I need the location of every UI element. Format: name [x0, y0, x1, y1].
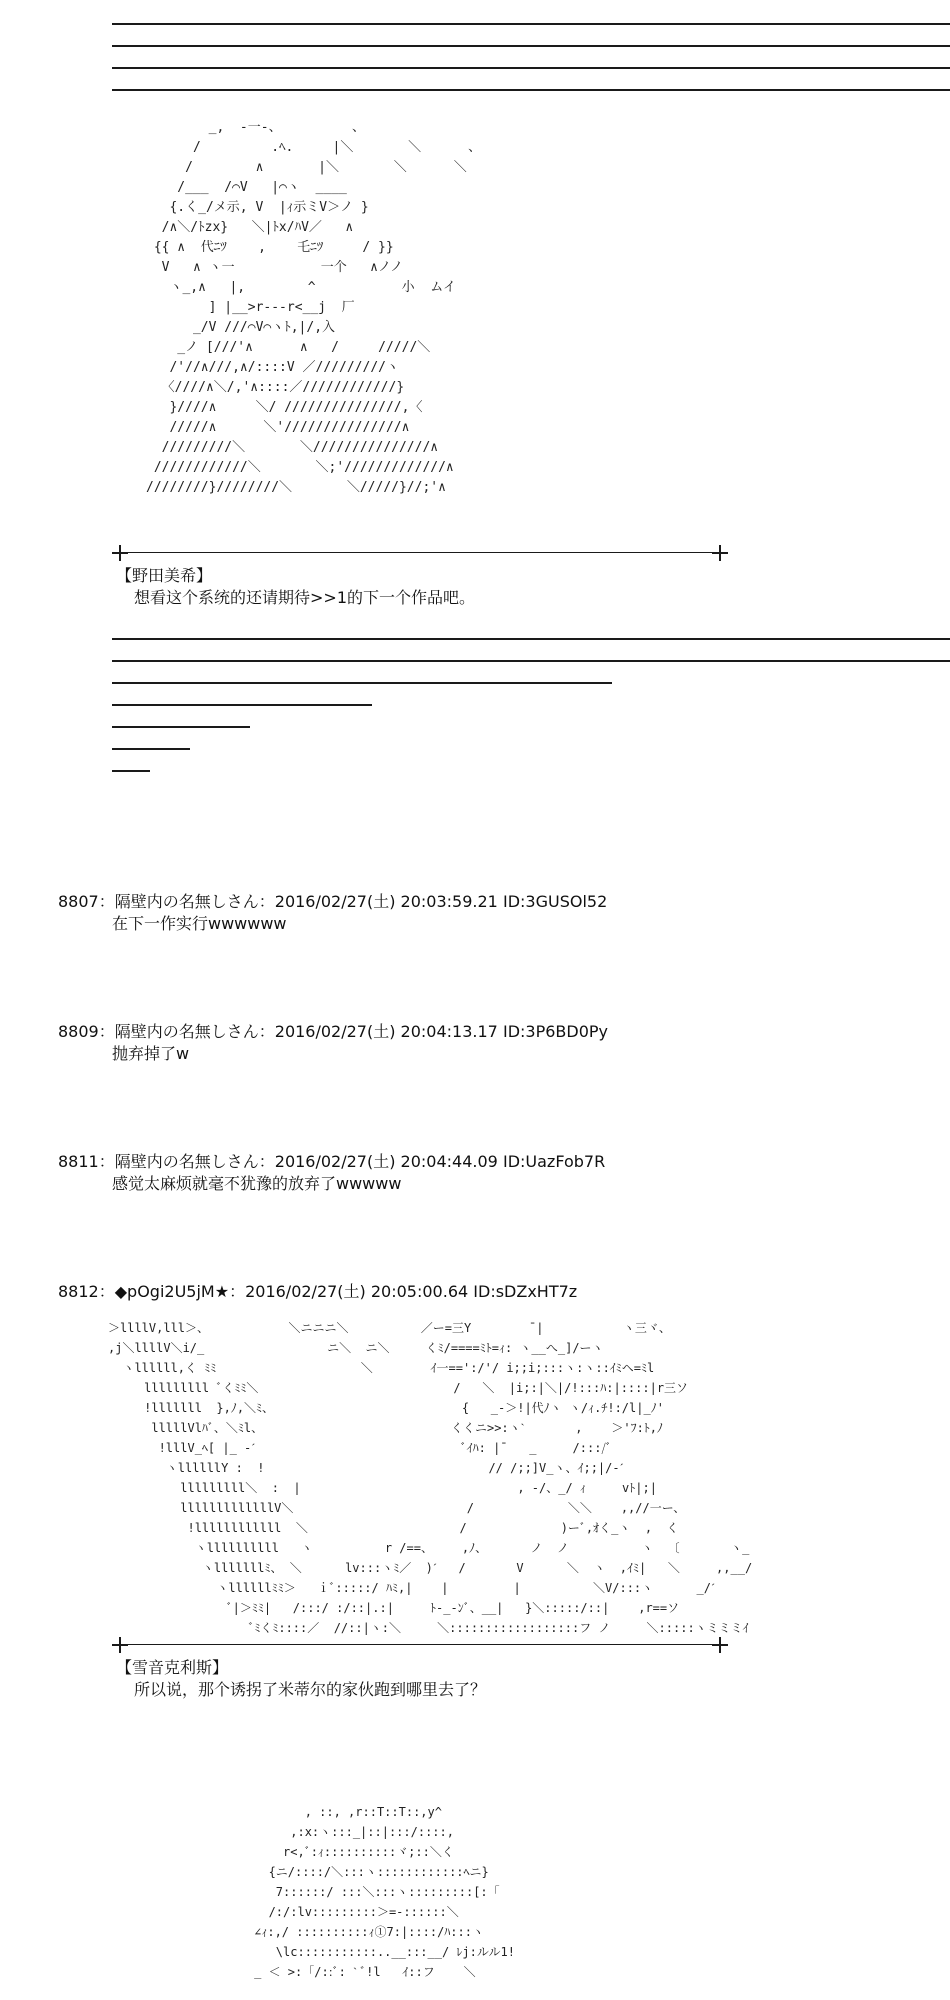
speaker-name: 【野田美希】	[116, 566, 213, 585]
post-date: 2016/02/27(土) 20:03:59.21	[274, 892, 498, 911]
post-number[interactable]: 8812	[58, 1282, 99, 1301]
dialogue-line: 想看这个系统的还请期待>>1的下一个作品吧。	[134, 588, 475, 607]
post-id[interactable]: ID:3GUSOl52	[502, 892, 608, 911]
poster-name: 隔壁内の名無しさん	[114, 1022, 259, 1041]
poster-name: 隔壁内の名無しさん	[114, 1152, 259, 1171]
divider-rule	[112, 89, 950, 91]
divider-rule	[112, 704, 372, 706]
divider-rule	[112, 45, 950, 47]
post-number[interactable]: 8809	[58, 1022, 99, 1041]
speaker-name: 【雪音克利斯】	[116, 1658, 229, 1677]
post-header: 8807：隔壁内の名無しさん：2016/02/27(土) 20:03:59.21 ID:3GUSOl52	[58, 892, 608, 911]
frame-cross-right	[712, 545, 728, 561]
post-date: 2016/02/27(土) 20:04:13.17	[274, 1022, 498, 1041]
divider-rule	[112, 682, 612, 684]
divider-rule	[112, 67, 950, 69]
frame-cross-left	[112, 1637, 128, 1653]
poster-name: ◆pOgi2U5jM★	[114, 1282, 230, 1301]
post-id[interactable]: ID:3P6BD0Py	[502, 1022, 608, 1041]
frame-cross-left	[112, 545, 128, 561]
post-date: 2016/02/27(土) 20:05:00.64	[245, 1282, 469, 1301]
ascii-art-noda-miki: _, -一-、 、 / .ﾍ. |＼ ＼ 、 / ∧ |＼ ＼ ＼ /___ /⌒V |⌒ヽ ____ {.く_/メ示, V |ｨ示ミV＞ノ } /∧＼/ﾄzx} ＼|ﾄx/ﾊV／ ∧ {{ ∧ 代ﾆﾂ , 乇ﾆﾂ / }} V ∧ ヽ一 一个 ∧ノノ ヽ_,∧ |, ^ 小 ムイ ] |__>r---r<__j 厂 _/V ///⌒V⌒ヽﾄ,|/,入 _ノ [///'∧ ∧ / /////＼ /'//∧///,∧/::::V ／/////////ヽ 〈////∧＼/,'∧::::／////////////} }////∧ ＼/ ///////////////,〈 /////∧ ＼'///////////////∧ /////////＼ ＼///////////////∧ ////////////＼ ＼;'/////////////∧ ////////}////////＼ ＼/////}//;'∧	[146, 120, 482, 495]
post-date: 2016/02/27(土) 20:04:44.09	[274, 1152, 498, 1171]
post-number[interactable]: 8807	[58, 892, 99, 911]
ascii-art-scene: ＞llllV,lll＞、 ＼ニニニ＼ ／ー=三Y ˉ| ヽ三ヾ、 ,j＼llllV＼i/_ ニ＼ ニ＼ くﾐ/====ﾐﾄ=ｨ: ヽ__へ_]/ーヽ ヽllllll,く ﾐﾐ ＼ ｲ一==':/'/ i;;i;:::ヽ:ヽ::ｲﾐヘ=ﾐl lllllllll ﾞくﾐﾐ＼ / ＼ |i;:|＼|/!:::ﾊ:|::::|r三ソ !lllllll },ﾉ,＼ﾐ、 { _-＞!|代ﾉヽ ヽ/ｨ.ﾁ!:/l|_ﾉ' lllllVlﾊﾞ、＼ﾐl、 くくニ>>:ヽˋ , ＞'ﾌ:ﾄ,ﾉ !lllV_ﾍ[ |_ -ˊ ﾞｲﾊ: |ˉ _ /:::/ﾞ ヽllllllY : ! // /;;]V_ヽ、ｲ;;|/-ˊ lllllllll＼ : | , -/、_/ ｨ vﾄ|;| lllllllllllllV＼ / ＼＼ ,,//一ー、 !llllllllllll ＼ / )ーﾞ,ｵく_ヽ , く ヽllllllllll ヽ r /==、 ,ﾉ、 ノ ノ ヽ 〔 ヽ_ ヽlllllllﾐ、 ＼ lv:::ヽﾐ／ )ˊ / V ＼ ヽ ,ｲﾐ| ＼ ,,__/ ヽllllllﾐﾐ＞ ｉﾞ:::::/ ﾊﾐ,| | | ＼V/:::ヽ _/ˊ ﾞ|＞ﾐﾐ| /:::/ :/::|.:| ﾄ-_-ﾝﾞ、__| }＼:::::/::| ,r==ソ ﾞﾐくﾐ::::／ //::|ヽ:＼ ＼::::::::::::::::::フ ノ ＼:::::ヽミミミｲ	[108, 1321, 753, 1635]
divider-rule	[112, 660, 950, 662]
poster-name: 隔壁内の名無しさん	[114, 892, 259, 911]
divider-rule	[112, 726, 250, 728]
dialogue-frame-line	[120, 552, 720, 553]
dialogue-line: 所以说，那个诱拐了米蒂尔的家伙跑到哪里去了？	[134, 1680, 487, 1699]
dialogue-frame-line	[120, 1644, 720, 1645]
post-header: 8809：隔壁内の名無しさん：2016/02/27(土) 20:04:13.17 ID:3P6BD0Py	[58, 1022, 608, 1041]
post-id[interactable]: ID:sDZxHT7z	[473, 1282, 578, 1301]
divider-rule	[112, 770, 150, 772]
post-body: 抛弃掉了w	[112, 1044, 190, 1063]
frame-cross-right	[712, 1637, 728, 1653]
post-header: 8812：◆pOgi2U5jM★：2016/02/27(土) 20:05:00.64 ID:sDZxHT7z	[58, 1282, 578, 1301]
post-body: 感觉太麻烦就毫不犹豫的放弃了wwwww	[112, 1174, 402, 1193]
post-header: 8811：隔壁内の名無しさん：2016/02/27(土) 20:04:44.09 ID:UazFob7R	[58, 1152, 606, 1171]
ascii-art-bottom: , ::, ,r::T::T::,y^ ,:x:ヽ:::_|::|:::/::::, r<,ﾞ:ｨ::::::::::ヾ;::＼く {ニ/::::/＼:::ヽ::::::::::::ﾍニ} 7::::::/ :::＼:::ヽ:::::::::[:「 /:/:lv:::::::::＞=-::::::＼ ∠ｨ:,/ ::::::::::ｨ①7:|::::/ﾊ:::ヽ \lc:::::::::::..__:::__/ ﾚj:ルル1! _ ＜ >:「/::ﾞ: ˋ ﾞ!l ｲ::フ ＼	[254, 1805, 516, 1979]
divider-rule	[112, 638, 950, 640]
post-id[interactable]: ID:UazFob7R	[502, 1152, 606, 1171]
post-number[interactable]: 8811	[58, 1152, 99, 1171]
divider-rule	[112, 748, 190, 750]
divider-rule	[112, 23, 950, 25]
post-body: 在下一作实行wwwwww	[112, 914, 287, 933]
